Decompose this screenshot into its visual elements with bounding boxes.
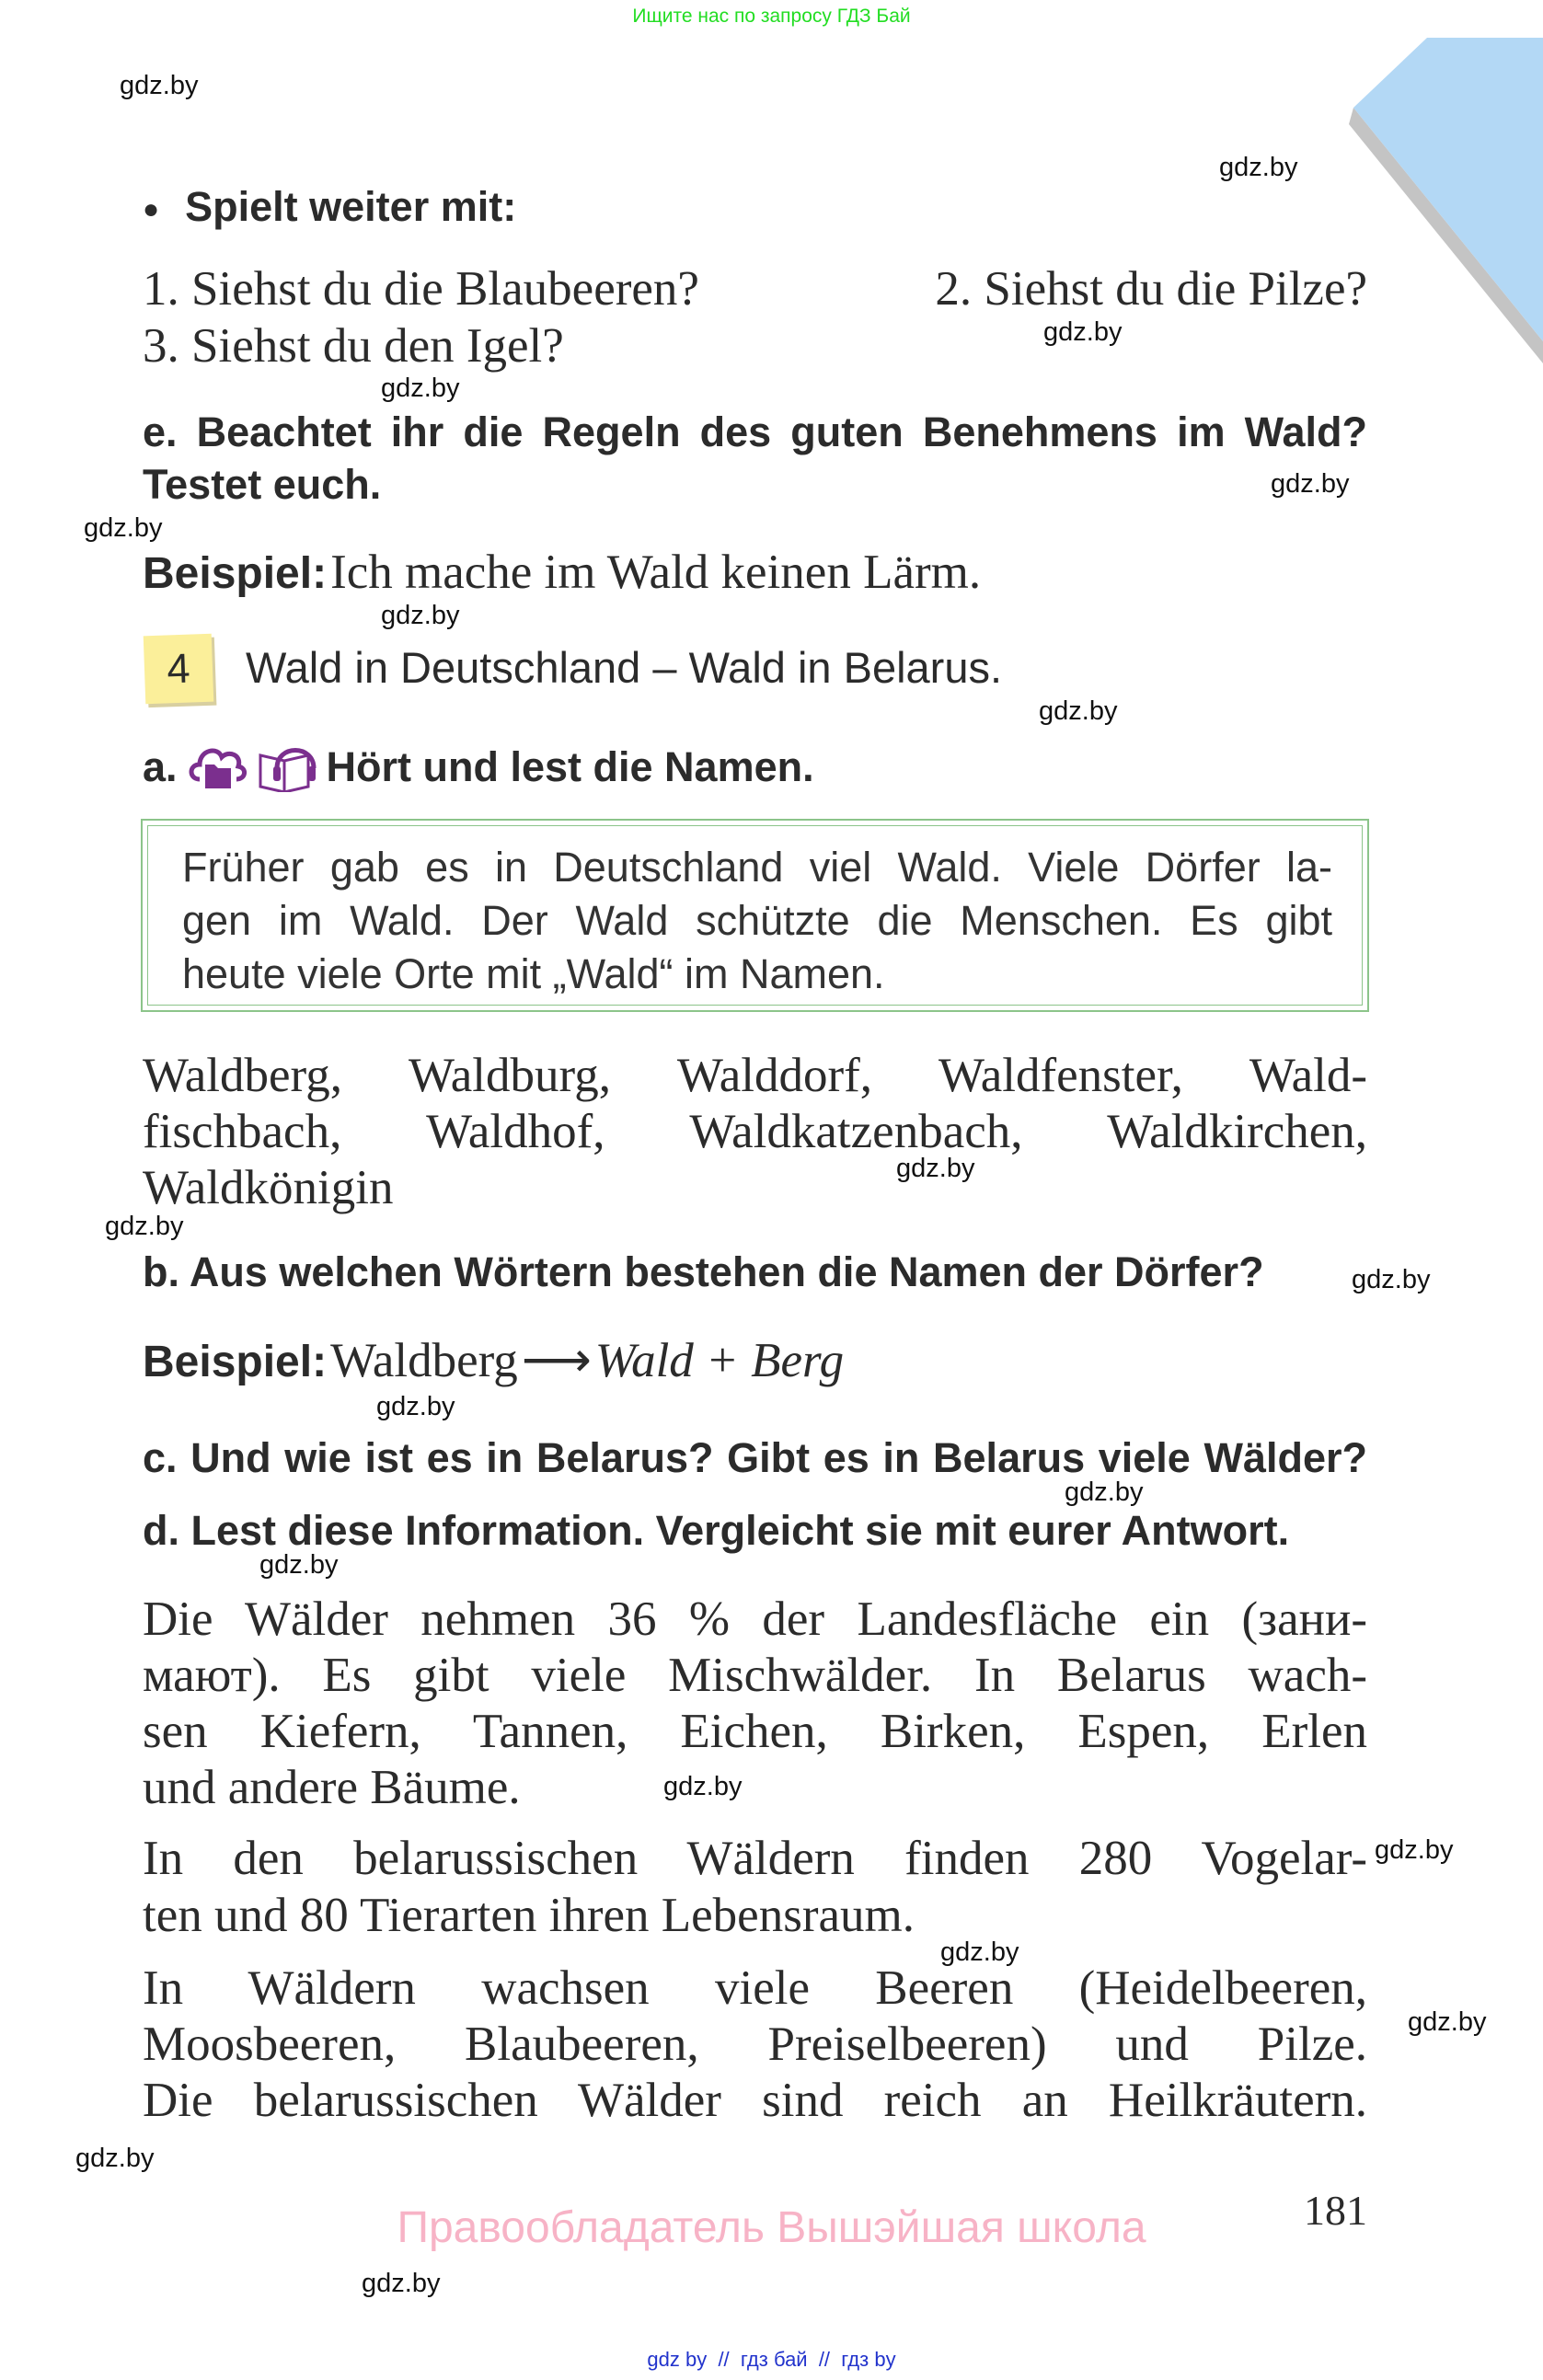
task-c: c. Und wie ist es in Belarus? Gibt es in Belarus viele Wälder? [143, 1434, 1367, 1481]
watermark: gdz.by [896, 1154, 975, 1183]
para2-line: ten und 80 Tierarten ihren Lebensraum. [143, 1889, 915, 1942]
watermark: gdz.by [84, 513, 163, 543]
exercise-title: Wald in Deutschland – Wald in Belarus. [246, 643, 1003, 692]
question-3: 3. Siehst du den Igel? [143, 319, 564, 373]
watermark: gdz.by [1065, 1477, 1144, 1507]
para1-line: sen Kiefern, Tannen, Eichen, Birken, Espen, Erlen [143, 1705, 1367, 1758]
info-box [141, 819, 1369, 1012]
info-line: Früher gab es in Deutschland viel Wald. Viele Dörfer la- [182, 844, 1332, 891]
watermark: gdz.by [1043, 317, 1123, 347]
watermark: gdz.by [381, 601, 460, 630]
task-d: d. Lest diese Information. Vergleicht sie mit eurer Antwort. [143, 1507, 1290, 1554]
watermark: gdz.by [1219, 153, 1298, 182]
para3-line: Moosbeeren, Blaubeeren, Preiselbeeren) und Pilze. [143, 2018, 1367, 2071]
spielt-heading [143, 183, 517, 230]
copyright-notice: Правообладатель Вышэйшая школа [397, 2203, 1146, 2252]
exercise-number [144, 634, 214, 705]
watermark: gdz.by [1039, 696, 1118, 726]
info-line: gen im Wald. Der Wald schützte die Menschen. Es gibt [182, 897, 1332, 944]
footer-links[interactable]: gdz by // гдз бай // гдз by [647, 2348, 896, 2371]
top-banner[interactable]: Ищите нас по запросу ГДЗ Бай [632, 6, 911, 27]
page-number: 181 [1304, 2187, 1367, 2234]
info-line: heute viele Orte mit „Wald“ im Namen. [182, 950, 885, 997]
para2-line: In den belarussischen Wäldern finden 280 Vogelar- [143, 1832, 1367, 1885]
watermark: gdz.by [362, 2269, 441, 2298]
beispiel-result: Wald + Berg [594, 1334, 845, 1387]
exercise-number-text: 4 [166, 644, 191, 693]
watermark: gdz.by [1271, 469, 1350, 499]
watermark: gdz.by [376, 1392, 455, 1421]
bullet: ● [143, 194, 160, 225]
beispiel-label: Beispiel: [143, 549, 328, 598]
spielt-label: Spielt weiter mit: [185, 183, 517, 230]
task-e-line2: Testet euch. [143, 461, 382, 508]
names-line: fischbach, Waldhof, Waldkatzenbach, Waldkirchen, [143, 1105, 1367, 1158]
names-line: Waldkönigin [143, 1161, 394, 1214]
watermark: gdz.by [1408, 2007, 1487, 2037]
watermark: gdz.by [1352, 1265, 1431, 1294]
names-line: Waldberg, Waldburg, Walddorf, Waldfenster, Wald- [143, 1049, 1367, 1102]
watermark: gdz.by [940, 1937, 1019, 1967]
question-1: 1. Siehst du die Blaubeeren? [143, 262, 699, 316]
para1-line: Die Wälder nehmen 36 % der Landesfläche ein (зани- [143, 1592, 1367, 1646]
watermark: gdz.by [1375, 1835, 1454, 1865]
watermark: gdz.by [120, 71, 199, 100]
audio-book-icon[interactable] [257, 741, 317, 792]
beispiel-label: Beispiel: [143, 1338, 328, 1386]
task-e-line1: e. Beachtet ihr die Regeln des guten Benehmens im Wald? [143, 408, 1367, 455]
arrow-icon: ⟶ [521, 1334, 592, 1387]
watermark: gdz.by [259, 1550, 339, 1580]
task-a [143, 741, 814, 792]
watermark: gdz.by [105, 1212, 184, 1241]
watermark: gdz.by [663, 1772, 743, 1801]
beispiel-text: Ich mache im Wald keinen Lärm. [330, 546, 982, 599]
beispiel-2 [143, 1334, 845, 1387]
cloud-folder-icon[interactable] [187, 742, 248, 790]
beispiel-1 [143, 548, 981, 597]
para1-line: мают). Es gibt viele Mischwälder. In Belarus wach- [143, 1649, 1367, 1702]
task-a-text: Hört und lest die Namen. [326, 742, 814, 790]
para3-line: Die belarussischen Wälder sind reich an Heilkräutern. [143, 2074, 1367, 2127]
task-b: b. Aus welchen Wörtern bestehen die Namen der Dörfer? [143, 1248, 1264, 1295]
task-a-prefix: a. [143, 742, 178, 790]
beispiel-word: Waldberg [330, 1334, 518, 1387]
para1-line: und andere Bäume. [143, 1761, 521, 1814]
watermark: gdz.by [381, 374, 460, 403]
question-2: 2. Siehst du die Pilze? [935, 262, 1367, 316]
para3-line: In Wäldern wachsen viele Beeren (Heidelbeeren, [143, 1961, 1367, 2015]
watermark: gdz.by [75, 2144, 155, 2173]
